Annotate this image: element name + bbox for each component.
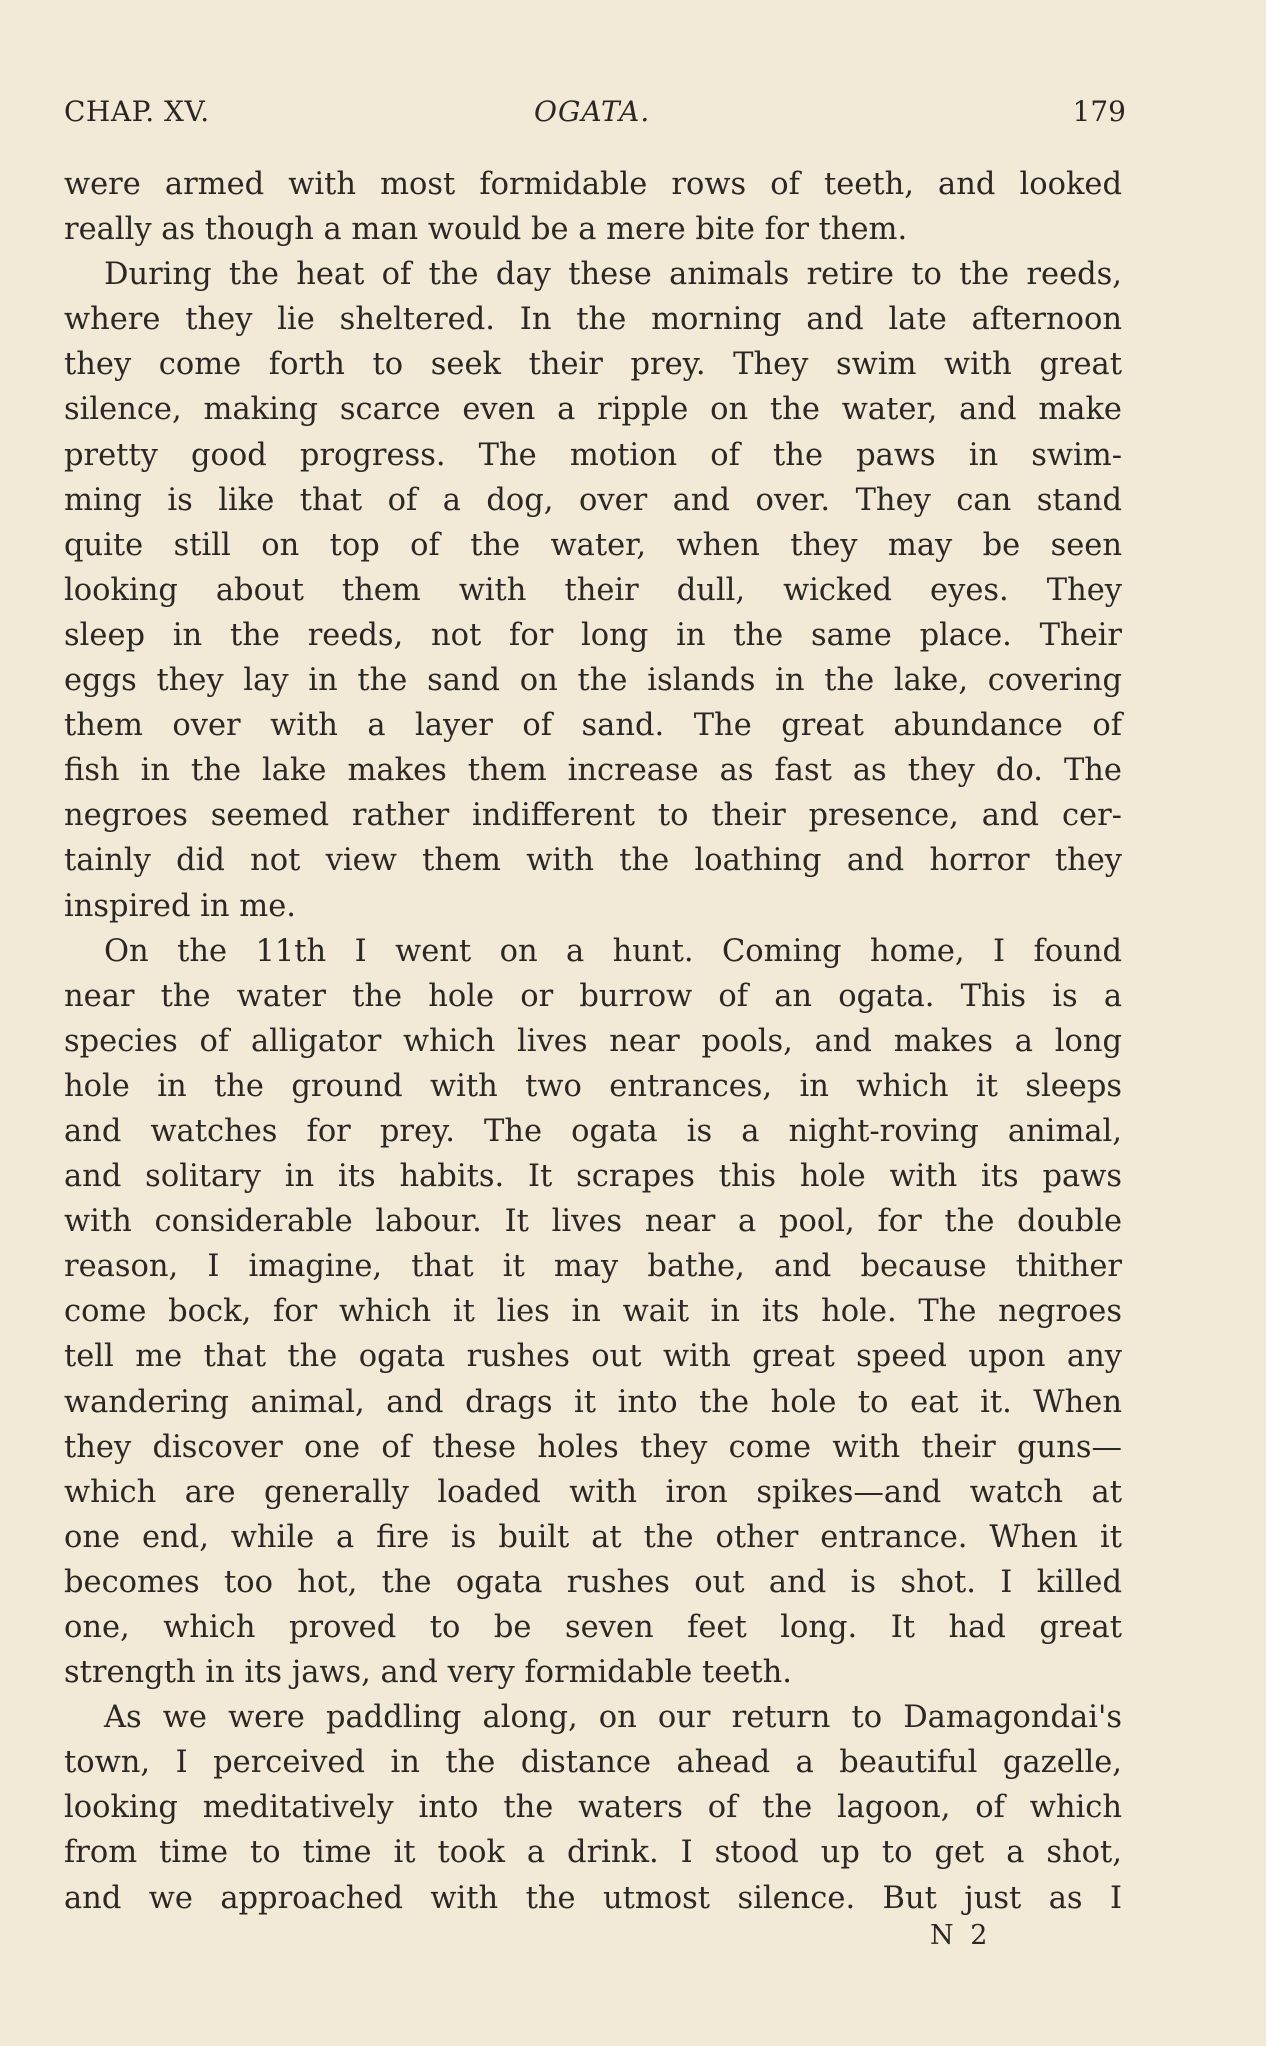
text-line: strength in its jaws, and very formidable teeth. [64,1655,792,1691]
text-line: quite still on top of the water, when they may be seen [64,527,1122,563]
text-line: looking meditatively into the waters of the lagoon, of which [64,1790,1122,1826]
signature-mark: N 2 [930,1920,992,1951]
text-line: they come forth to seek their prey. They swim with great [64,347,1122,383]
text-line: sleep in the reeds, not for long in the same place. Their [64,617,1122,653]
text-line: they discover one of these holes they come with their guns— [64,1429,1122,1465]
running-header [64,95,1126,135]
text-line: one end, while a fire is built at the other entrance. When it [64,1519,1122,1555]
page-number: 179 [1072,95,1126,128]
text-line: pretty good progress. The motion of the paws in swim- [64,437,1122,473]
text-line: As we were paddling along, on our return to Damagondai's [104,1700,1122,1736]
body-text [64,162,1122,1921]
text-line: hole in the ground with two entrances, in which it sleeps [64,1068,1122,1104]
running-title: OGATA. [534,95,651,128]
text-line: come bock, for which it lies in wait in its hole. The negroes [64,1294,1122,1330]
text-line: where they lie sheltered. In the morning and late afternoon [64,302,1122,338]
text-line: were armed with most formidable rows of teeth, and looked [64,167,1122,202]
text-line: fish in the lake makes them increase as fast as they do. The [64,753,1122,789]
text-line: inspired in me. [64,888,296,924]
text-line: near the water the hole or burrow of an ogata. This is a [64,978,1122,1014]
text-line: which are generally loaded with iron spikes—and watch at [64,1474,1122,1510]
chapter-label: CHAP. XV. [64,95,210,128]
text-line: becomes too hot, the ogata rushes out and is shot. I killed [64,1564,1122,1600]
text-line: silence, making scarce even a ripple on the water, and make [64,392,1122,428]
text-line: wandering animal, and drags it into the hole to eat it. When [64,1384,1122,1420]
text-line: and we approached with the utmost silence. But just as I [64,1880,1122,1916]
text-line: tainly did not view them with the loathing and horror they [64,843,1122,879]
text-line: really as though a man would be a mere bite for them. [64,212,908,248]
text-line: species of alligator which lives near pools, and makes a long [64,1023,1122,1059]
text-line: them over with a layer of sand. The great abundance of [64,708,1122,744]
text-line: On the 11th I went on a hunt. Coming home, I found [104,933,1122,969]
text-line: and solitary in its habits. It scrapes this hole with its paws [64,1159,1122,1195]
text-line: negroes seemed rather indifferent to their presence, and cer- [64,798,1122,834]
text-line: with considerable labour. It lives near a pool, for the double [64,1204,1122,1240]
text-line: During the heat of the day these animals retire to the reeds, [104,257,1122,293]
text-line: ming is like that of a dog, over and over. They can stand [64,482,1122,518]
text-line: reason, I imagine, that it may bathe, and because thither [64,1249,1122,1285]
text-line: town, I perceived in the distance ahead a beautiful gazelle, [64,1745,1122,1781]
text-line: looking about them with their dull, wicked eyes. They [64,572,1122,608]
text-line: and watches for prey. The ogata is a night-roving animal, [64,1113,1122,1149]
text-line: from time to time it took a drink. I stood up to get a shot, [64,1835,1122,1871]
text-line: eggs they lay in the sand on the islands in the lake, covering [64,663,1122,699]
text-line: one, which proved to be seven feet long. It had great [64,1610,1122,1645]
text-line: tell me that the ogata rushes out with great speed upon any [64,1339,1122,1375]
